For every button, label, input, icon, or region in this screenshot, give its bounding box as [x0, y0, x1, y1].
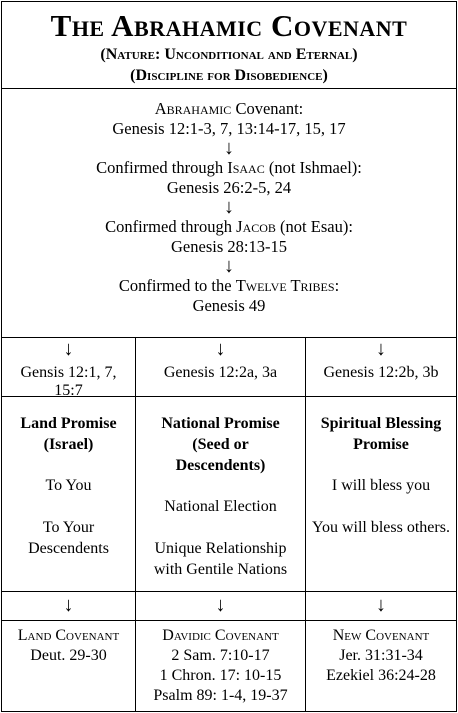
- chain-isaac-ref: Genesis 26:2-5, 24: [166, 178, 292, 197]
- down-arrow-icon: ↓: [215, 338, 226, 360]
- down-arrow-icon: ↓: [63, 338, 74, 360]
- national-promise-line: Unique Relationship with Gentile Nations: [153, 540, 288, 578]
- header: [2, 2, 456, 89]
- davidic-covenant-ref: 2 Sam. 7:10-17: [171, 647, 270, 664]
- new-covenant-cell: [306, 592, 456, 712]
- davidic-covenant-title: Davidic Covenant: [162, 627, 279, 644]
- subtitle-nature: (Nature: Unconditional and Eternal): [100, 46, 358, 63]
- down-arrow-icon: ↓: [224, 196, 234, 218]
- new-covenant-title: New Covenant: [332, 627, 430, 644]
- land-covenant-title: Land Covenant: [17, 627, 120, 644]
- land-promise-line: To You: [45, 477, 92, 494]
- covenant-row: [2, 591, 456, 712]
- davidic-covenant-ref: 1 Chron. 17: 10-15: [159, 667, 282, 684]
- land-promise-title: Land Promise (Israel): [20, 415, 117, 453]
- land-reference: Gensis 12:1, 7, 15:7: [20, 364, 117, 399]
- chain-jacob: [2, 217, 456, 257]
- down-arrow-icon: ↓: [224, 137, 234, 159]
- spiritual-reference-cell: [306, 338, 456, 396]
- chain-tribes-name: Twelve Tribes: [235, 276, 335, 295]
- spiritual-promise-cell: [306, 397, 456, 592]
- subtitle-discipline: (Discipline for Disobedience): [130, 67, 328, 84]
- spiritual-promise-line: I will bless you: [331, 477, 431, 494]
- land-reference-cell: [2, 338, 135, 399]
- confirmation-chain: [2, 89, 456, 338]
- chain-abrahamic-rest: Covenant:: [231, 99, 304, 118]
- land-covenant-cell: [2, 592, 135, 712]
- spiritual-reference: Genesis 12:2b, 3b: [323, 364, 439, 381]
- reference-row: [2, 338, 456, 399]
- land-covenant-ref: Deut. 29-30: [30, 647, 107, 664]
- chain-jacob-rest: (not Esau):: [275, 217, 353, 236]
- down-arrow-icon: ↓: [215, 594, 226, 616]
- chain-tribes-rest: :: [334, 276, 340, 295]
- land-promise-line: To Your Descendents: [28, 519, 109, 557]
- chain-isaac-rest: (not Ishmael):: [264, 158, 362, 177]
- chain-abrahamic-ref: Genesis 12:1-3, 7, 13:14-17, 15, 17: [112, 119, 346, 138]
- down-arrow-icon: ↓: [63, 594, 74, 616]
- new-covenant-ref: Ezekiel 36:24-28: [326, 667, 436, 684]
- national-promise-title: National Promise (Seed or Descendents): [161, 415, 280, 474]
- page-title: The Abrahamic Covenant: [50, 8, 408, 43]
- davidic-covenant-ref: Psalm 89: 1-4, 19-37: [153, 687, 288, 704]
- chain-isaac-pre: Confirmed through: [96, 158, 228, 177]
- chain-isaac: [2, 158, 456, 198]
- spiritual-promise-title: Spiritual Blessing Promise: [320, 415, 442, 453]
- chain-tribes-pre: Confirmed to the: [118, 276, 236, 295]
- new-covenant-ref: Jer. 31:31-34: [339, 647, 423, 664]
- down-arrow-icon: ↓: [224, 255, 234, 277]
- national-reference: Genesis 12:2a, 3a: [163, 364, 278, 381]
- chain-jacob-pre: Confirmed through: [105, 217, 237, 236]
- national-reference-cell: [135, 338, 306, 396]
- chain-tribes-ref: Genesis 49: [192, 296, 266, 315]
- land-promise-cell: [2, 397, 135, 592]
- spiritual-promise-line: You will bless others.: [312, 519, 450, 536]
- national-promise-cell: [135, 397, 306, 592]
- davidic-covenant-cell: [135, 592, 306, 712]
- national-promise-line: National Election: [164, 498, 277, 515]
- chain-abrahamic-name: Abrahamic: [154, 99, 232, 118]
- chain-tribes: [2, 276, 456, 316]
- diagram-frame: [1, 1, 457, 712]
- chain-jacob-ref: Genesis 28:13-15: [171, 237, 287, 256]
- chain-isaac-name: Isaac: [227, 158, 265, 177]
- down-arrow-icon: ↓: [376, 594, 386, 616]
- down-arrow-icon: ↓: [376, 338, 386, 360]
- chain-jacob-name: Jacob: [236, 217, 276, 236]
- promise-row: [2, 396, 456, 592]
- chain-abrahamic: [2, 99, 456, 139]
